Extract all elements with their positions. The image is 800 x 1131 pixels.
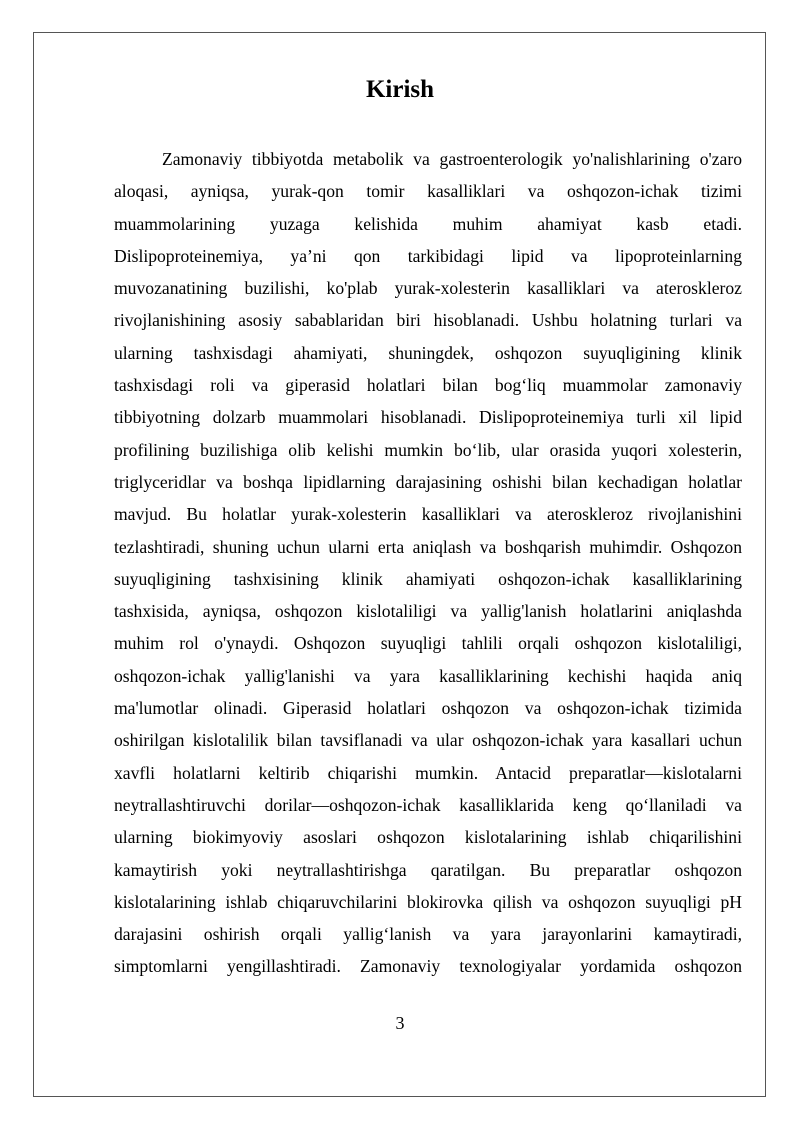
- text-line: rivojlanishining asosiy sabablaridan biri hisoblanadi. Ushbu holatning turlari va: [114, 310, 742, 331]
- text-line: tezlashtiradi, shuning uchun ularni erta aniqlash va boshqarish muhimdir. Oshqozon: [114, 536, 742, 557]
- text-line: aloqasi, ayniqsa, yurak-qon tomir kasalliklari va oshqozon-ichak tizimi: [114, 181, 742, 202]
- text-line: Zamonaviy tibbiyotda metabolik va gastroenterologik yo'nalishlarining o'zaro: [162, 149, 742, 169]
- body-paragraph: [114, 143, 742, 983]
- text-line: neytrallashtiruvchi dorilar—oshqozon-ichak kasalliklarida keng qo‘llaniladi va: [114, 794, 742, 815]
- text-line: tashxisdagi roli va giperasid holatlari bilan bog‘liq muammolar zamonaviy: [114, 375, 742, 396]
- text-line: Dislipoproteinemiya, ya’ni qon tarkibidagi lipid va lipoproteinlarning: [114, 245, 742, 266]
- text-line: suyuqligining tashxisining klinik ahamiyati oshqozon-ichak kasalliklarining: [114, 568, 742, 589]
- text-line: ularning biokimyoviy asoslari oshqozon kislotalarining ishlab chiqarilishini: [114, 827, 742, 848]
- text-line: muammolarining yuzaga kelishida muhim ahamiyat kasb etadi.: [114, 213, 742, 234]
- page-number: 3: [395, 1013, 405, 1033]
- text-line: ularning tashxisdagi ahamiyati, shuningdek, oshqozon suyuqligining klinik: [114, 342, 742, 363]
- text-line: tibbiyotning dolzarb muammolari hisoblanadi. Dislipoproteinemiya turli xil lipid: [114, 407, 742, 428]
- text-line: simptomlarni yengillashtiradi. Zamonaviy texnologiyalar yordamida oshqozon: [114, 956, 742, 977]
- text-line: kislotalarining ishlab chiqaruvchilarini blokirovka qilish va oshqozon suyuqligi pH: [114, 891, 742, 912]
- text-line: oshirilgan kislotalilik bilan tavsiflanadi va ular oshqozon-ichak yara kasallari uchun: [114, 730, 742, 751]
- text-line: triglyceridlar va boshqa lipidlarning darajasining oshishi bilan kechadigan holatlar: [114, 471, 742, 492]
- text-line: oshqozon-ichak yallig'lanishi va yara kasalliklarining kechishi haqida aniq: [114, 665, 742, 686]
- text-line: profilining buzilishiga olib kelishi mumkin bo‘lib, ular orasida yuqori xolesterin,: [114, 439, 742, 460]
- text-line: xavfli holatlarni keltirib chiqarishi mumkin. Antacid preparatlar—kislotalarni: [114, 762, 742, 783]
- text-line: muhim rol o'ynaydi. Oshqozon suyuqligi tahlili orqali oshqozon kislotaliligi,: [114, 633, 742, 654]
- text-line: muvozanatining buzilishi, ko'plab yurak-xolesterin kasalliklari va ateroskleroz: [114, 278, 742, 299]
- page-title: Kirish: [365, 76, 435, 103]
- text-line: darajasini oshirish orqali yallig‘lanish va yara jarayonlarini kamaytiradi,: [114, 924, 742, 945]
- text-line: ma'lumotlar olinadi. Giperasid holatlari oshqozon va oshqozon-ichak tizimida: [114, 698, 742, 719]
- text-line: tashxisida, ayniqsa, oshqozon kislotaliligi va yallig'lanish holatlarini aniqlashda: [114, 601, 742, 622]
- text-line: mavjud. Bu holatlar yurak-xolesterin kasalliklari va ateroskleroz rivojlanishini: [114, 504, 742, 525]
- text-line: kamaytirish yoki neytrallashtirishga qaratilgan. Bu preparatlar oshqozon: [114, 859, 742, 880]
